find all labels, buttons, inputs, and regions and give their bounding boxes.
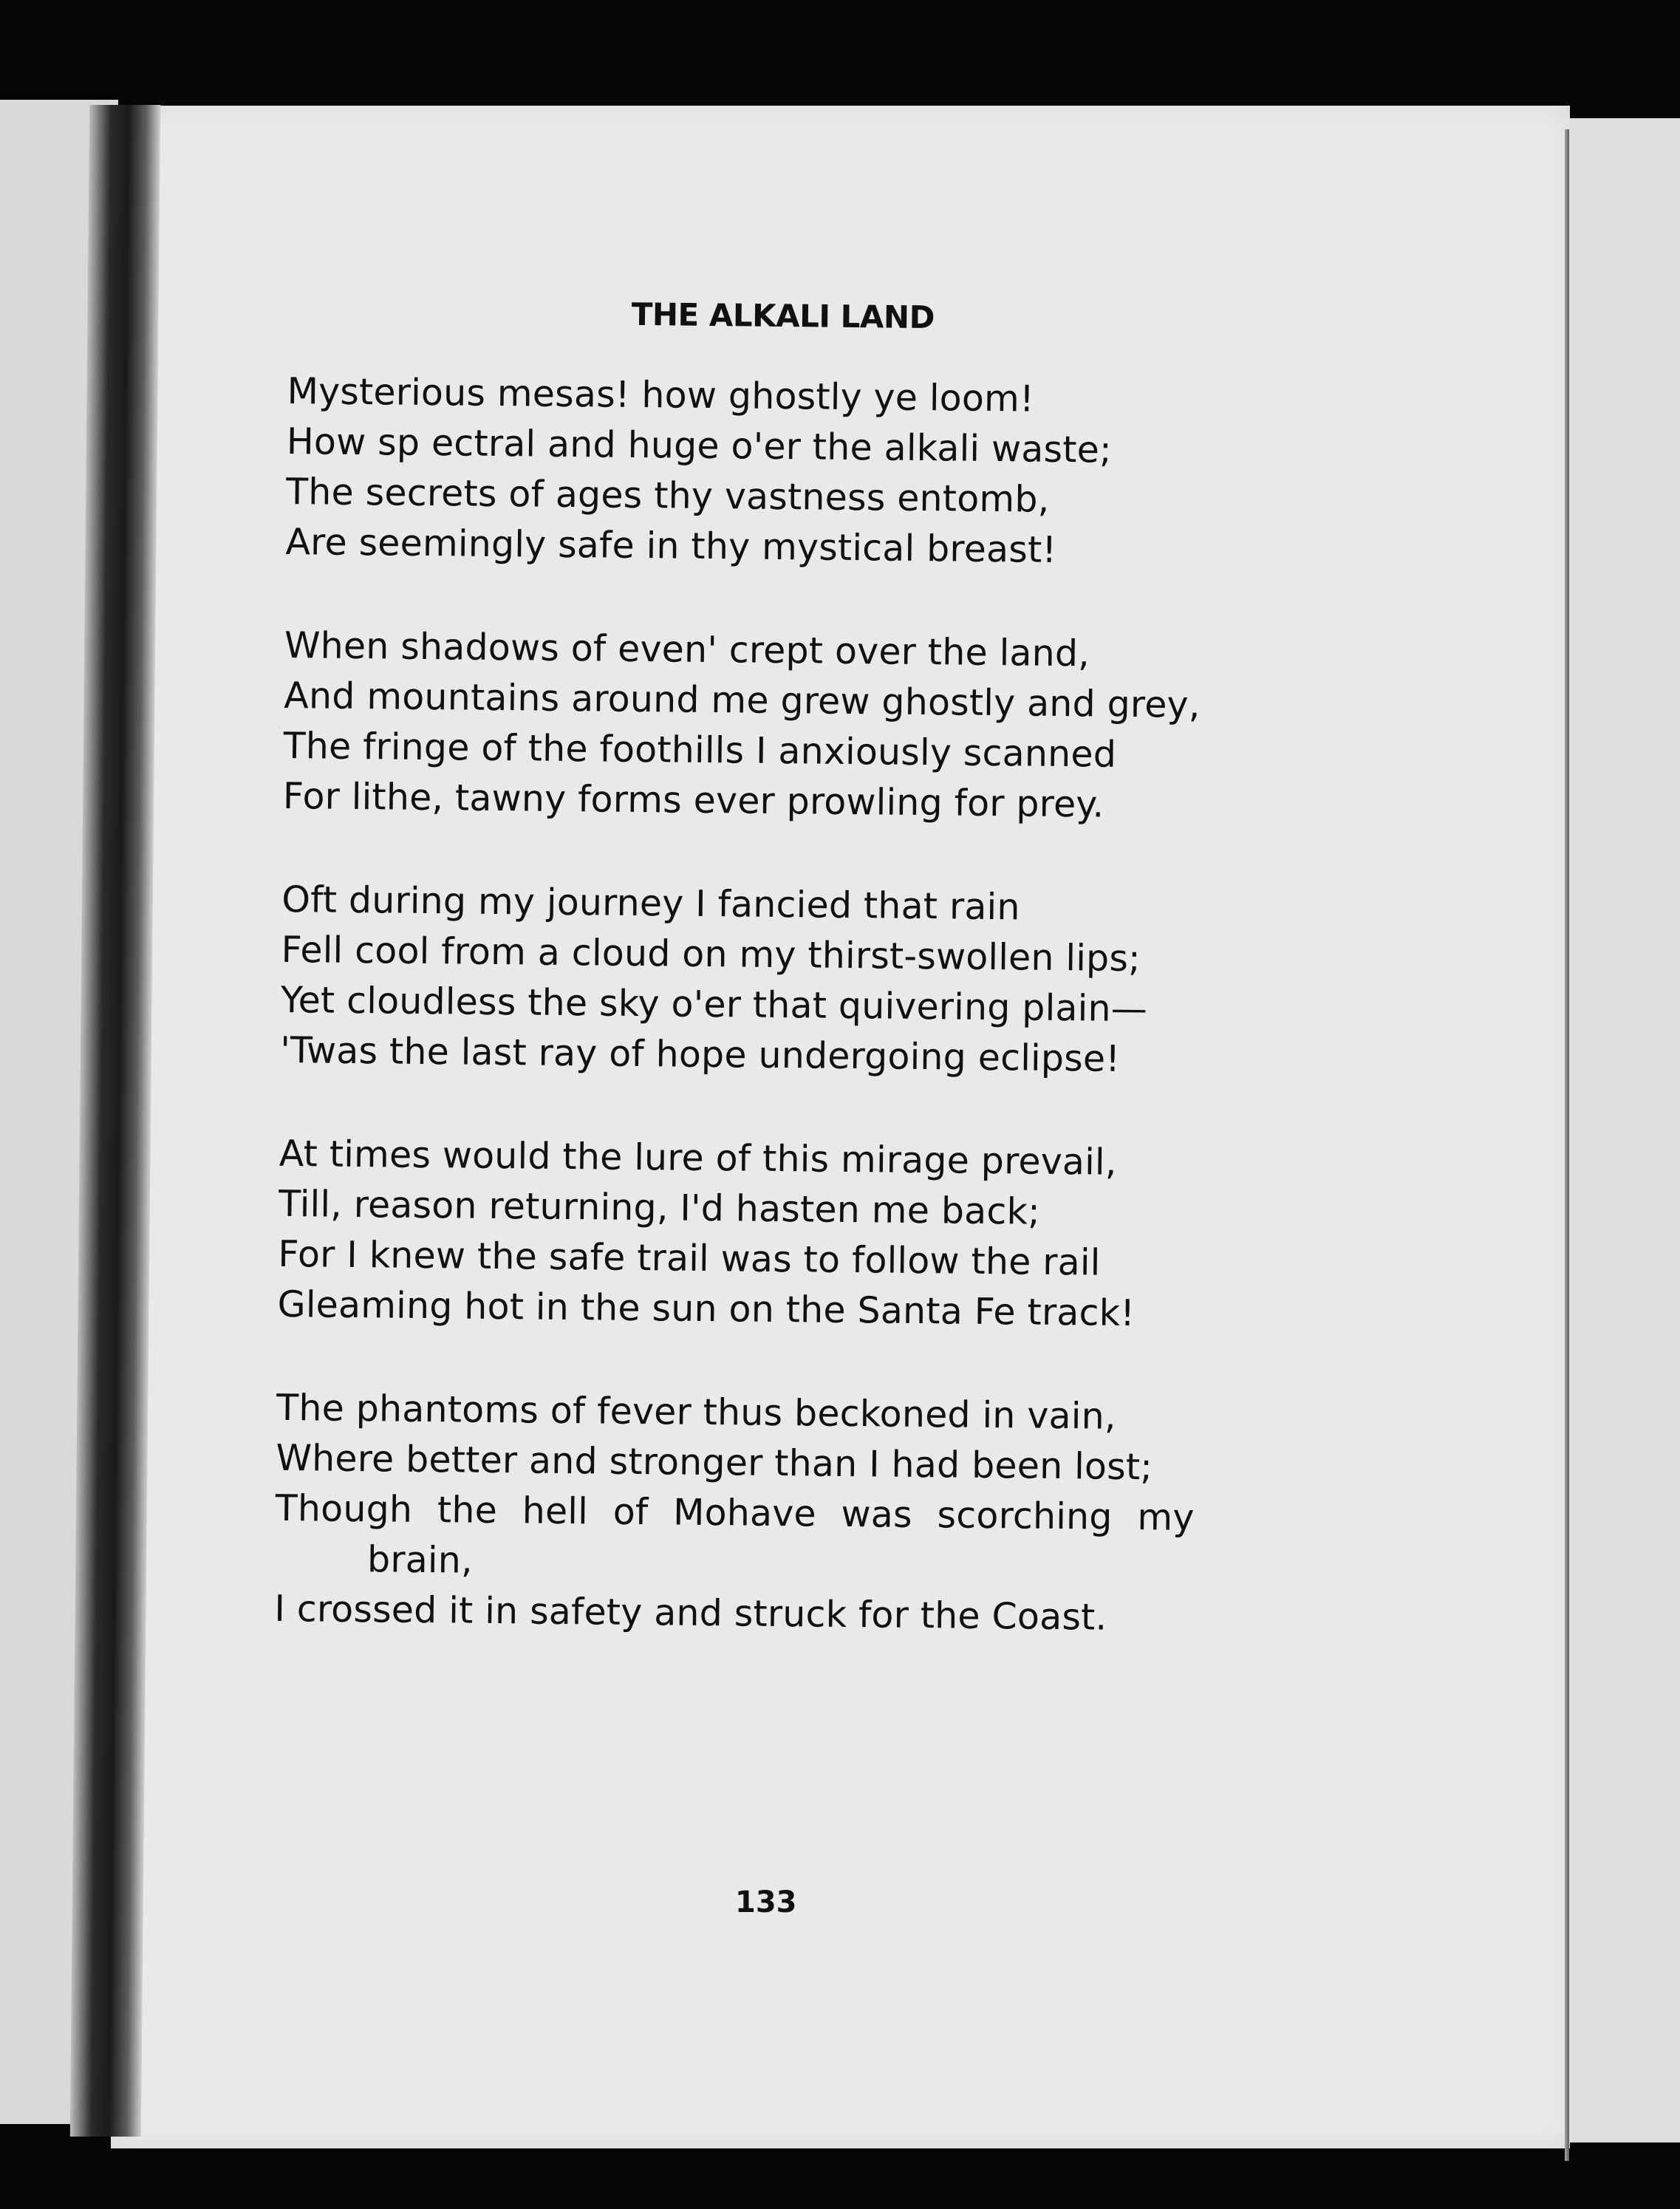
poem-line: How sp ectral and huge o'er the alkali waste;	[286, 420, 1113, 471]
poem-title: THE ALKALI LAND	[631, 296, 935, 336]
stanza-2	[283, 621, 1305, 832]
poem-line: The fringe of the foothills I anxiously scanned	[283, 724, 1117, 776]
poem-line: Gleaming hot in the sun on the Santa Fe track!	[277, 1283, 1136, 1335]
poem-line: At times would the lure of this mirage prevail,	[279, 1132, 1117, 1184]
poem-line: And mountains around me grew ghostly and grey,	[284, 674, 1201, 726]
stanza-5	[274, 1383, 1296, 1645]
poem-line: Yet cloudless the sky o'er that quivering plain—	[280, 978, 1148, 1031]
page-number: 133	[735, 1885, 797, 1919]
poem-line: Though the hell of Mohave was scorching my	[275, 1486, 1195, 1539]
poem-line: The secrets of ages thy vastness entomb,	[285, 470, 1050, 521]
stanza-4	[277, 1129, 1299, 1340]
poem-line: Mysterious mesas! how ghostly ye loom!	[287, 369, 1035, 420]
poem-line: I crossed it in safety and struck for the Coast.	[274, 1587, 1107, 1639]
poem-line: Where better and stronger than I had been lost;	[276, 1436, 1153, 1489]
right-page-edge	[1569, 118, 1680, 2143]
poem-line: For lithe, tawny forms ever prowling for prey.	[282, 774, 1104, 826]
poem-line: Fell cool from a cloud on my thirst-swollen lips;	[281, 928, 1141, 980]
page-edge-shadow	[1565, 129, 1569, 2161]
stanza-3	[280, 875, 1302, 1086]
poem-line: For I knew the safe trail was to follow the rail	[278, 1232, 1101, 1284]
poem-line-continuation: brain,	[366, 1538, 474, 1582]
poem-line: Till, reason returning, I'd hasten me back;	[278, 1182, 1041, 1233]
poem-line: Are seemingly safe in thy mystical breast!	[285, 520, 1057, 571]
poem	[273, 296, 1308, 1698]
stanza-1	[285, 366, 1307, 578]
poem-line: Oft during my journey I fancied that rain	[281, 878, 1020, 929]
poem-line: When shadows of even' crept over the land,	[284, 624, 1090, 675]
poem-line: The phantoms of fever thus beckoned in vain,	[276, 1386, 1116, 1438]
poem-line: 'Twas the last ray of hope undergoing eclipse!	[280, 1028, 1121, 1080]
